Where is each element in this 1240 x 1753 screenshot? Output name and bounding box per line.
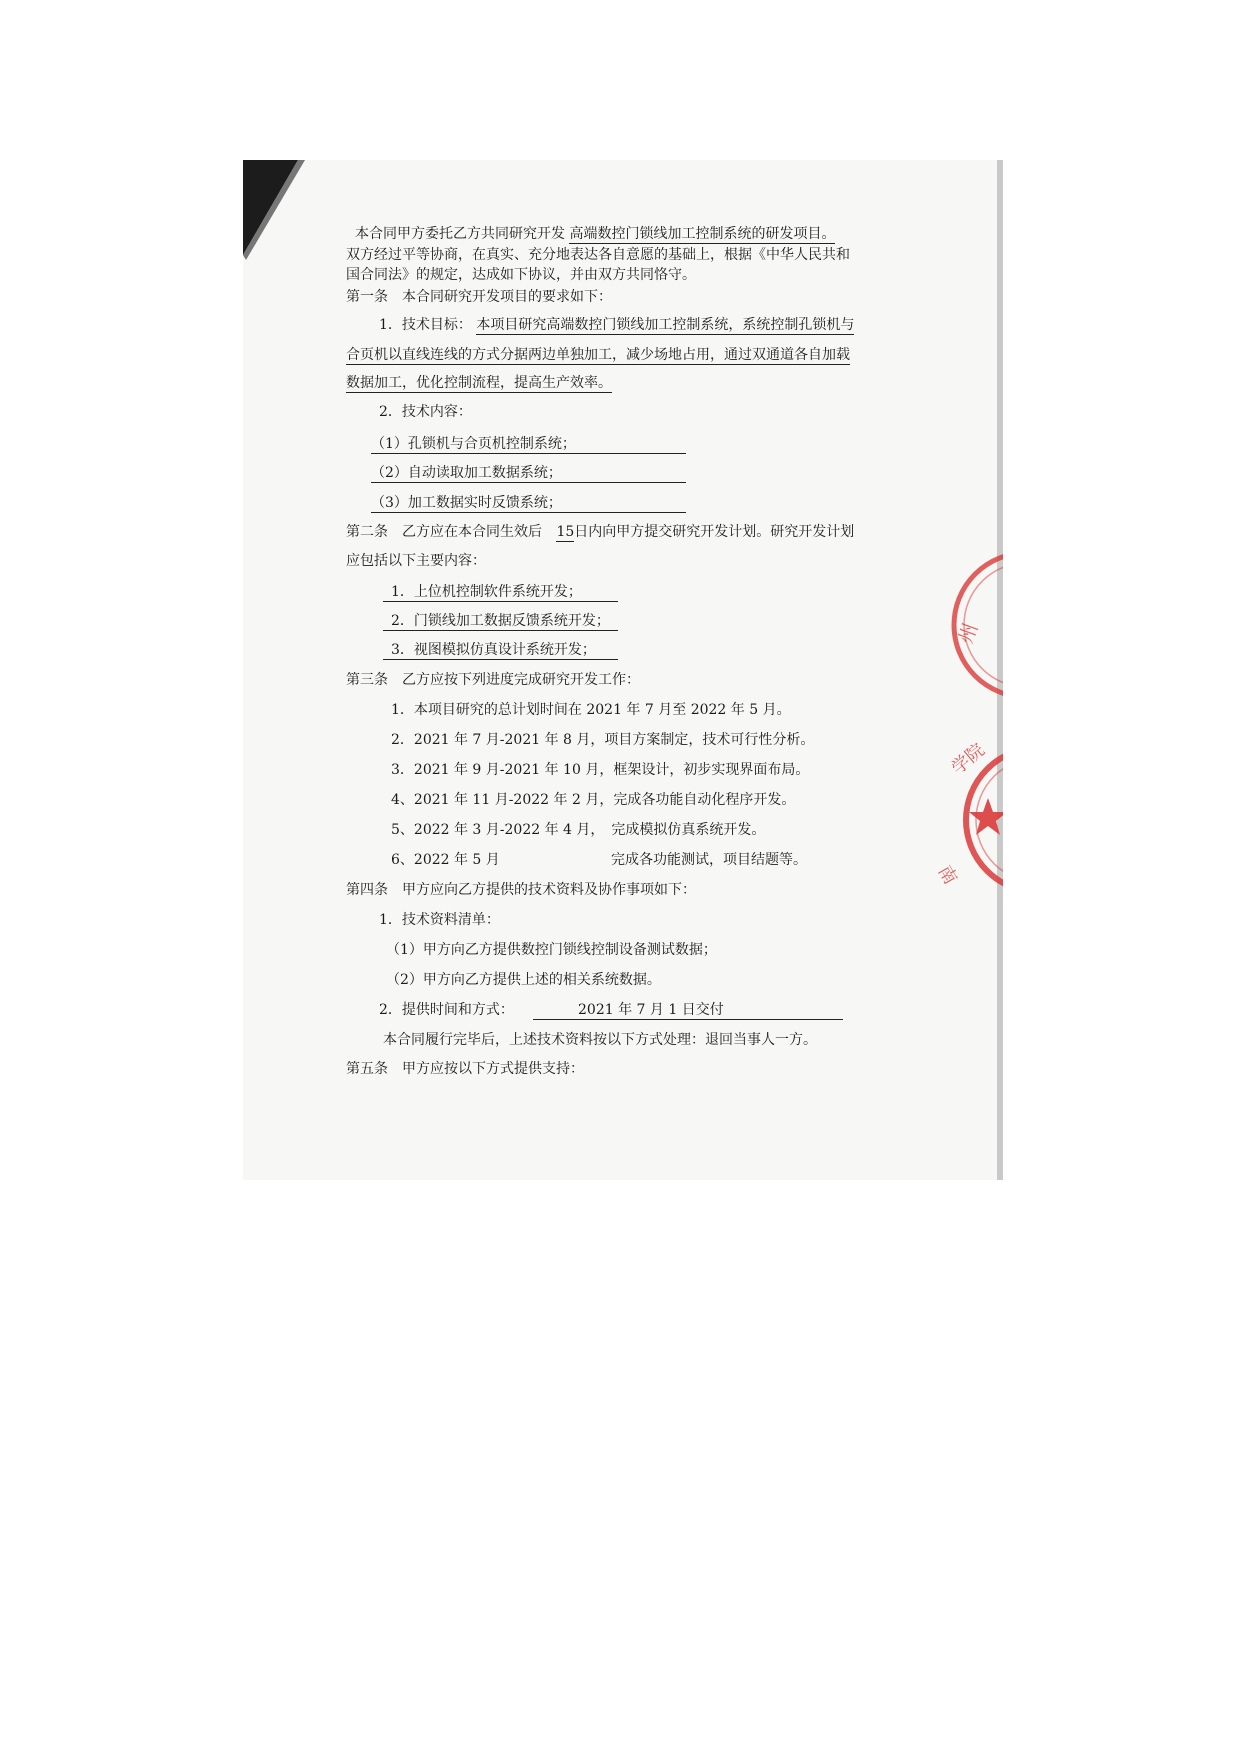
tech-content-item-3: （3）加工数据实时反馈系统； xyxy=(371,494,686,513)
schedule-item-2: 2．2021 年 7 月-2021 年 8 月，项目方案制定，技术可行性分析。 xyxy=(391,732,815,748)
tech-materials-label: 1．技术资料清单： xyxy=(379,912,500,928)
intro-line-3: 国合同法》的规定，达成如下协议，并由双方共同恪守。 xyxy=(346,267,696,283)
article-1-title: 第一条 本合同研究开发项目的要求如下： xyxy=(346,289,612,305)
schedule-item-1: 1．本项目研究的总计划时间在 2021 年 7 月至 2022 年 5 月。 xyxy=(391,702,791,718)
intro-text: 本合同甲方委托乙方共同研究开发 xyxy=(355,226,565,242)
svg-text:州: 州 xyxy=(953,619,983,647)
tech-material-item-2: （2）甲方向乙方提供上述的相关系统数据。 xyxy=(386,972,661,988)
schedule-item-4: 4、2021 年 11 月-2022 年 2 月，完成各功能自动化程序开发。 xyxy=(391,792,796,808)
article-2-text: 日内向甲方提交研究开发计划。研究开发计划 xyxy=(574,524,855,540)
schedule-item-3: 3．2021 年 9 月-2021 年 10 月，框架设计，初步实现界面布局。 xyxy=(391,762,810,778)
article-2-line-2: 应包括以下主要内容： xyxy=(346,553,486,569)
svg-text:南: 南 xyxy=(933,862,961,889)
tech-goal-line-1 xyxy=(379,316,854,334)
article-2-title: 第二条 乙方应在本合同生效后 xyxy=(346,524,542,540)
article-4-title: 第四条 甲方应向乙方提供的技术资料及协作事项如下： xyxy=(346,882,696,898)
contract-text xyxy=(243,160,1003,1180)
article-3-title: 第三条 乙方应按下列进度完成研究开发工作： xyxy=(346,672,640,688)
scanned-page xyxy=(243,160,1003,1180)
tech-content-item-1: （1）孔锁机与合页机控制系统； xyxy=(371,435,686,454)
plan-item-2: 2．门锁线加工数据反馈系统开发； xyxy=(383,612,618,631)
article-2-line-1 xyxy=(346,523,854,541)
plan-item-3: 3．视图模拟仿真设计系统开发； xyxy=(383,641,618,660)
materials-handling: 本合同履行完毕后，上述技术资料按以下方式处理：退回当事人一方。 xyxy=(383,1032,817,1048)
schedule-item-5: 5、2022 年 3 月-2022 年 4 月， 完成模拟仿真系统开发。 xyxy=(391,822,766,838)
svg-text:学院: 学院 xyxy=(947,740,989,779)
tech-goal-text: 合页机以直线连线的方式分据两边单独加工，减少场地占用，通过双通道各自加载 xyxy=(346,347,850,363)
intro-line-1 xyxy=(355,225,835,243)
tech-material-item-1: （1）甲方向乙方提供数控门锁线控制设备测试数据； xyxy=(386,942,717,958)
tech-goal-text: 数据加工，优化控制流程，提高生产效率。 xyxy=(346,375,612,391)
intro-line-2: 双方经过平等协商，在真实、充分地表达各自意愿的基础上，根据《中华人民共和 xyxy=(346,247,850,263)
project-name: 高端数控门锁线加工控制系统的研发项目。 xyxy=(569,226,836,242)
delivery-time-label: 2．提供时间和方式： xyxy=(379,1002,514,1018)
tech-content-item-2: （2）自动读取加工数据系统； xyxy=(371,464,686,483)
tech-goal-line-2 xyxy=(346,346,850,364)
days-value: 15 xyxy=(556,524,575,540)
schedule-item-6-text: 完成各功能测试，项目结题等。 xyxy=(611,852,807,868)
tech-goal-label: 1．技术目标： xyxy=(379,317,472,333)
tech-content-label: 2．技术内容： xyxy=(379,404,472,420)
delivery-time-value: 2021 年 7 月 1 日交付 xyxy=(533,1001,843,1020)
tech-goal-line-3 xyxy=(346,374,612,392)
article-5-title: 第五条 甲方应按以下方式提供支持： xyxy=(346,1061,584,1077)
tech-goal-text: 本项目研究高端数控门锁线加工控制系统，系统控制孔锁机与 xyxy=(476,317,855,333)
plan-item-1: 1．上位机控制软件系统开发； xyxy=(383,583,618,602)
schedule-item-6-date: 6、2022 年 5 月 xyxy=(391,852,500,868)
